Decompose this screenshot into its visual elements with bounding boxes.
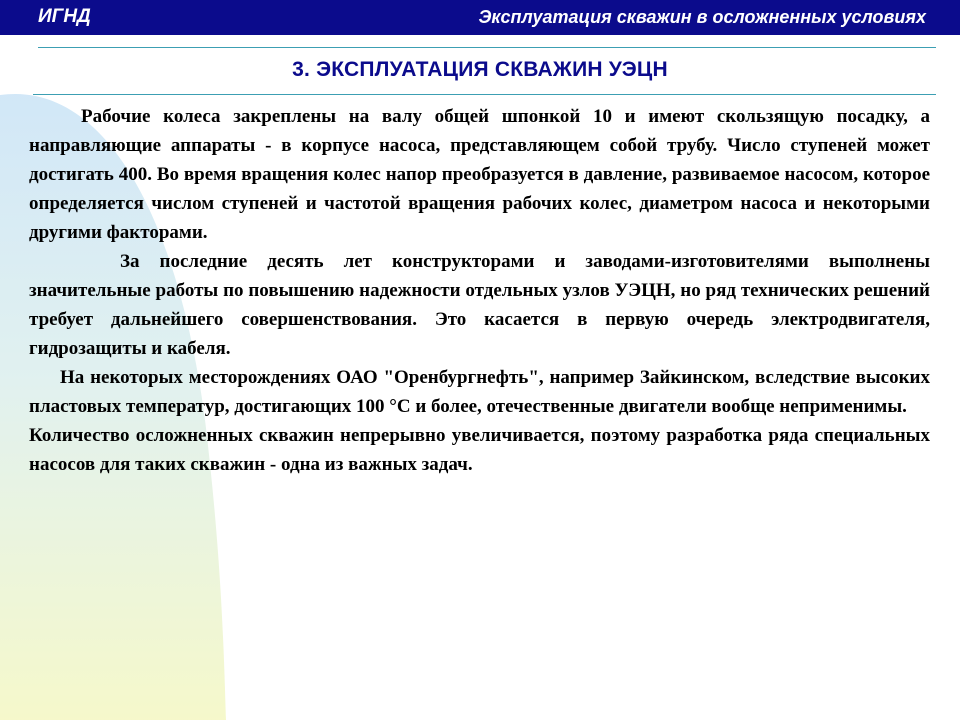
org-label: ИГНД [38,6,91,27]
slide-body [29,102,930,479]
paragraph-impellers: Рабочие колеса закреплены на валу общей шпонкой 10 и имеют скользящую посадку, а направляющие аппараты - в корпусе насоса, представляющем собой трубу. Число ступеней может достигать 400. Во время вращения колес напор преобразуется в давление, развиваемое насосом, которое определяется числом ступеней и частотой вращения рабочих колес, диаметром насоса и некоторыми другими факторами. [29,106,930,243]
paragraph-reliability: За последние десять лет конструкторами и заводами-изготовителями выполнены значительные работы по повышению надежности отдельных узлов УЭЦН, но ряд технических решений требует дальнейшего совершенствования. Это касается в первую очередь электродвигателя, гидрозащиты и кабеля. [29,251,930,359]
heading-bottom-rule [33,94,936,95]
section-heading: 3. ЭКСПЛУАТАЦИЯ СКВАЖИН УЭЦН [292,58,668,81]
header-bar [0,0,960,35]
paragraph-conclusion: Количество осложненных скважин непрерывно увеличивается, поэтому разработка ряда специальных насосов для таких скважин - одна из важных задач. [29,425,930,475]
course-title: Эксплуатация скважин в осложненных условиях [478,7,926,27]
heading-top-rule [38,47,936,48]
paragraph-temperature: На некоторых месторождениях ОАО "Оренбургнефть", например Зайкинском, вследствие высоких пластовых температур, достигающих 100 °С и более, отечественные двигатели вообще неприменимы. [29,367,930,417]
